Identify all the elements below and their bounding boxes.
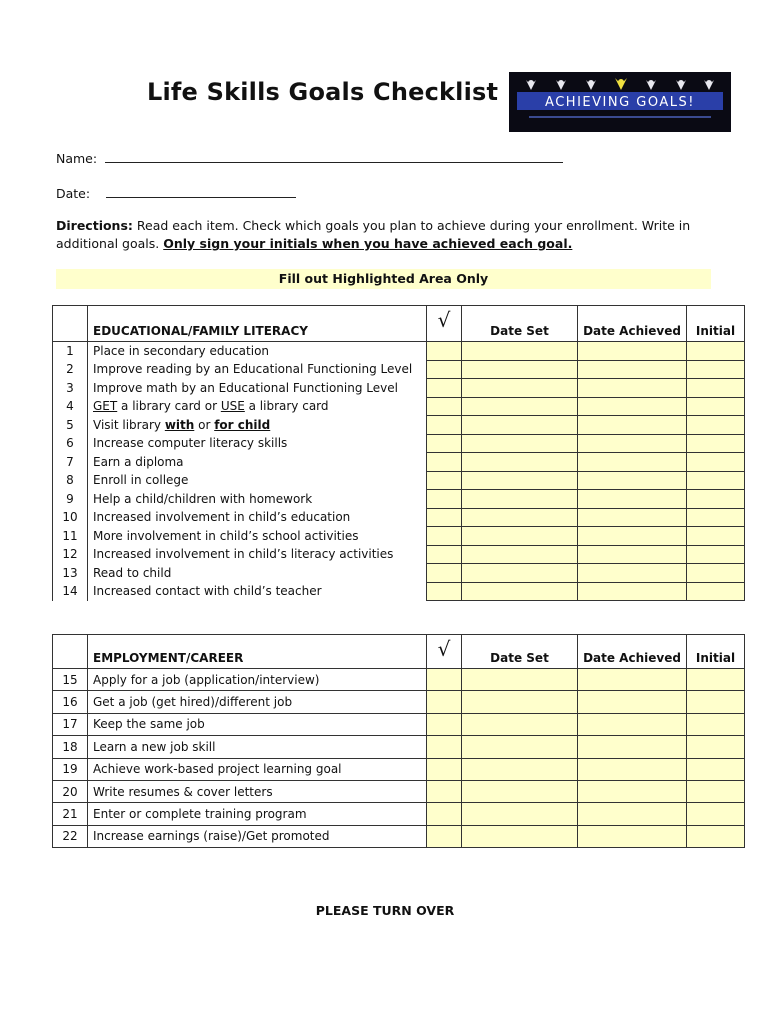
directions-text: Read each item. Check which goals you plan to achieve during your enrollment. Write in additional goals.	[56, 218, 691, 251]
date-achieved-cell[interactable]	[578, 527, 687, 546]
table-row	[53, 825, 745, 847]
check-cell[interactable]	[427, 713, 462, 735]
goal-text: Increase earnings (raise)/Get promoted	[88, 825, 427, 847]
date-achieved-cell[interactable]	[578, 780, 687, 802]
item-number: 12	[53, 545, 88, 564]
date-set-cell[interactable]	[462, 825, 578, 847]
goal-text: Read to child	[88, 564, 427, 583]
date-achieved-header: Date Achieved	[578, 635, 687, 669]
item-number: 8	[53, 471, 88, 490]
num-header	[53, 635, 88, 669]
table-row	[53, 397, 745, 416]
date-achieved-cell[interactable]	[578, 453, 687, 472]
item-number: 18	[53, 736, 88, 758]
name-line[interactable]	[105, 150, 563, 163]
date-achieved-cell[interactable]	[578, 825, 687, 847]
directions-emphasis: Only sign your initials when you have achieved each goal.	[163, 236, 573, 251]
section-heading: EMPLOYMENT/CAREER	[88, 635, 427, 669]
goal-text-part: with	[164, 417, 195, 432]
table-row	[53, 758, 745, 780]
num-header	[53, 306, 88, 342]
table-row	[53, 508, 745, 527]
goal-text-part: USE	[220, 399, 245, 414]
date-set-cell[interactable]	[462, 780, 578, 802]
date-achieved-cell[interactable]	[578, 713, 687, 735]
item-number: 10	[53, 508, 88, 527]
initial-cell[interactable]	[687, 780, 745, 802]
check-cell[interactable]	[427, 825, 462, 847]
date-set-cell[interactable]	[462, 434, 578, 453]
initial-cell[interactable]	[687, 582, 745, 601]
goal-text: Increased contact with child’s teacher	[88, 582, 427, 601]
item-number: 11	[53, 527, 88, 546]
check-cell[interactable]	[427, 564, 462, 583]
table-row	[53, 780, 745, 802]
date-achieved-cell[interactable]	[578, 471, 687, 490]
check-cell[interactable]	[427, 582, 462, 601]
goal-text-part: or	[194, 417, 215, 432]
date-achieved-cell[interactable]	[578, 545, 687, 564]
date-set-cell[interactable]	[462, 669, 578, 691]
item-number: 6	[53, 434, 88, 453]
goal-text: Get a job (get hired)/different job	[88, 691, 427, 713]
check-cell[interactable]	[427, 691, 462, 713]
date-achieved-cell[interactable]	[578, 758, 687, 780]
table-row	[53, 669, 745, 691]
table-row	[53, 379, 745, 398]
name-label: Name:	[56, 151, 98, 166]
initial-cell[interactable]	[687, 453, 745, 472]
item-number: 17	[53, 713, 88, 735]
date-set-cell[interactable]	[462, 564, 578, 583]
initial-cell[interactable]	[687, 713, 745, 735]
goal-text	[88, 397, 427, 416]
check-cell[interactable]	[427, 545, 462, 564]
check-cell[interactable]	[427, 342, 462, 361]
date-set-cell[interactable]	[462, 490, 578, 509]
initial-header: Initial	[687, 306, 745, 342]
logo-text: ACHIEVING GOALS!	[545, 95, 695, 110]
goal-text: Increase computer literacy skills	[88, 434, 427, 453]
check-cell[interactable]	[427, 780, 462, 802]
date-set-cell[interactable]	[462, 453, 578, 472]
date-achieved-cell[interactable]	[578, 360, 687, 379]
table-row	[53, 360, 745, 379]
initial-cell[interactable]	[687, 360, 745, 379]
check-cell[interactable]	[427, 527, 462, 546]
table-row	[53, 434, 745, 453]
date-set-cell[interactable]	[462, 360, 578, 379]
table-row	[53, 736, 745, 758]
item-number: 9	[53, 490, 88, 509]
check-cell[interactable]	[427, 397, 462, 416]
date-set-header: Date Set	[462, 635, 578, 669]
initial-cell[interactable]	[687, 397, 745, 416]
table-row	[53, 453, 745, 472]
initial-cell[interactable]	[687, 669, 745, 691]
date-set-header: Date Set	[462, 306, 578, 342]
item-number: 21	[53, 803, 88, 825]
table-row	[53, 564, 745, 583]
check-cell[interactable]	[427, 803, 462, 825]
check-cell[interactable]	[427, 508, 462, 527]
item-number: 5	[53, 416, 88, 435]
directions-label: Directions:	[56, 218, 133, 233]
item-number: 4	[53, 397, 88, 416]
goal-text-part: GET	[93, 399, 118, 414]
goal-text: Improve math by an Educational Functioning Level	[88, 379, 427, 398]
date-achieved-cell[interactable]	[578, 434, 687, 453]
date-line[interactable]	[106, 185, 296, 198]
item-number: 7	[53, 453, 88, 472]
goal-text: Increased involvement in child’s literacy activities	[88, 545, 427, 564]
goal-text: Enroll in college	[88, 471, 427, 490]
goal-text: Improve reading by an Educational Functioning Level	[88, 360, 427, 379]
directions	[56, 217, 716, 253]
initial-cell[interactable]	[687, 803, 745, 825]
date-set-cell[interactable]	[462, 582, 578, 601]
date-achieved-cell[interactable]	[578, 803, 687, 825]
date-set-cell[interactable]	[462, 713, 578, 735]
date-achieved-cell[interactable]	[578, 582, 687, 601]
check-column-header: √	[427, 306, 462, 342]
table-row	[53, 545, 745, 564]
goal-text: Enter or complete training program	[88, 803, 427, 825]
check-cell[interactable]	[427, 453, 462, 472]
item-number: 16	[53, 691, 88, 713]
goal-text-part: a library card or	[117, 399, 221, 414]
check-cell[interactable]	[427, 669, 462, 691]
table-row	[53, 582, 745, 601]
literacy-goals-table	[52, 305, 745, 601]
name-field[interactable]	[56, 150, 563, 166]
date-achieved-cell[interactable]	[578, 342, 687, 361]
date-set-cell[interactable]	[462, 342, 578, 361]
achieving-goals-logo	[509, 72, 731, 132]
date-set-cell[interactable]	[462, 527, 578, 546]
item-number: 19	[53, 758, 88, 780]
item-number: 1	[53, 342, 88, 361]
initial-cell[interactable]	[687, 758, 745, 780]
check-column-header: √	[427, 635, 462, 669]
date-set-cell[interactable]	[462, 397, 578, 416]
table-header-row	[53, 635, 745, 669]
initial-cell[interactable]	[687, 736, 745, 758]
date-set-cell[interactable]	[462, 691, 578, 713]
date-achieved-cell[interactable]	[578, 379, 687, 398]
section-heading: EDUCATIONAL/FAMILY LITERACY	[88, 306, 427, 342]
initial-cell[interactable]	[687, 564, 745, 583]
date-achieved-cell[interactable]	[578, 564, 687, 583]
initial-cell[interactable]	[687, 691, 745, 713]
table-row	[53, 691, 745, 713]
initial-cell[interactable]	[687, 342, 745, 361]
table-row	[53, 416, 745, 435]
date-label: Date:	[56, 186, 91, 201]
initial-header: Initial	[687, 635, 745, 669]
table-header-row	[53, 306, 745, 342]
goal-text-part: a library card	[244, 399, 329, 414]
goal-text-part: for child	[214, 417, 271, 432]
item-number: 15	[53, 669, 88, 691]
goal-text: Write resumes & cover letters	[88, 780, 427, 802]
check-cell[interactable]	[427, 736, 462, 758]
check-cell[interactable]	[427, 758, 462, 780]
goal-text	[88, 416, 427, 435]
highlight-note: Fill out Highlighted Area Only	[56, 269, 711, 289]
table-row	[53, 803, 745, 825]
initial-cell[interactable]	[687, 825, 745, 847]
item-number: 13	[53, 564, 88, 583]
initial-cell[interactable]	[687, 490, 745, 509]
date-achieved-cell[interactable]	[578, 490, 687, 509]
table-row	[53, 490, 745, 509]
table-row	[53, 342, 745, 361]
employment-goals-table	[52, 634, 745, 848]
check-cell[interactable]	[427, 471, 462, 490]
date-set-cell[interactable]	[462, 758, 578, 780]
item-number: 2	[53, 360, 88, 379]
item-number: 3	[53, 379, 88, 398]
table-row	[53, 471, 745, 490]
goal-text: Apply for a job (application/interview)	[88, 669, 427, 691]
date-achieved-cell[interactable]	[578, 691, 687, 713]
item-number: 20	[53, 780, 88, 802]
table-row	[53, 713, 745, 735]
turn-over-note: PLEASE TURN OVER	[315, 903, 455, 918]
date-achieved-cell[interactable]	[578, 736, 687, 758]
page-title: Life Skills Goals Checklist	[147, 78, 499, 106]
check-cell[interactable]	[427, 360, 462, 379]
date-achieved-header: Date Achieved	[578, 306, 687, 342]
goal-text: Learn a new job skill	[88, 736, 427, 758]
initial-cell[interactable]	[687, 471, 745, 490]
check-cell[interactable]	[427, 379, 462, 398]
table-row	[53, 527, 745, 546]
initial-cell[interactable]	[687, 434, 745, 453]
date-achieved-cell[interactable]	[578, 508, 687, 527]
date-achieved-cell[interactable]	[578, 416, 687, 435]
check-cell[interactable]	[427, 416, 462, 435]
initial-cell[interactable]	[687, 545, 745, 564]
date-set-cell[interactable]	[462, 803, 578, 825]
goal-text: Place in secondary education	[88, 342, 427, 361]
date-achieved-cell[interactable]	[578, 397, 687, 416]
date-set-cell[interactable]	[462, 471, 578, 490]
goal-text: Keep the same job	[88, 713, 427, 735]
initial-cell[interactable]	[687, 508, 745, 527]
check-cell[interactable]	[427, 434, 462, 453]
date-achieved-cell[interactable]	[578, 669, 687, 691]
item-number: 22	[53, 825, 88, 847]
goal-text: Achieve work-based project learning goal	[88, 758, 427, 780]
goal-text-part: Visit library	[93, 417, 165, 432]
goal-text: Help a child/children with homework	[88, 490, 427, 509]
item-number: 14	[53, 582, 88, 601]
goal-text: Increased involvement in child’s education	[88, 508, 427, 527]
date-set-cell[interactable]	[462, 736, 578, 758]
goal-text: More involvement in child’s school activities	[88, 527, 427, 546]
date-set-cell[interactable]	[462, 379, 578, 398]
goal-text: Earn a diploma	[88, 453, 427, 472]
check-cell[interactable]	[427, 490, 462, 509]
initial-cell[interactable]	[687, 379, 745, 398]
date-set-cell[interactable]	[462, 416, 578, 435]
initial-cell[interactable]	[687, 416, 745, 435]
date-set-cell[interactable]	[462, 508, 578, 527]
date-field[interactable]	[56, 185, 296, 201]
date-set-cell[interactable]	[462, 545, 578, 564]
initial-cell[interactable]	[687, 527, 745, 546]
